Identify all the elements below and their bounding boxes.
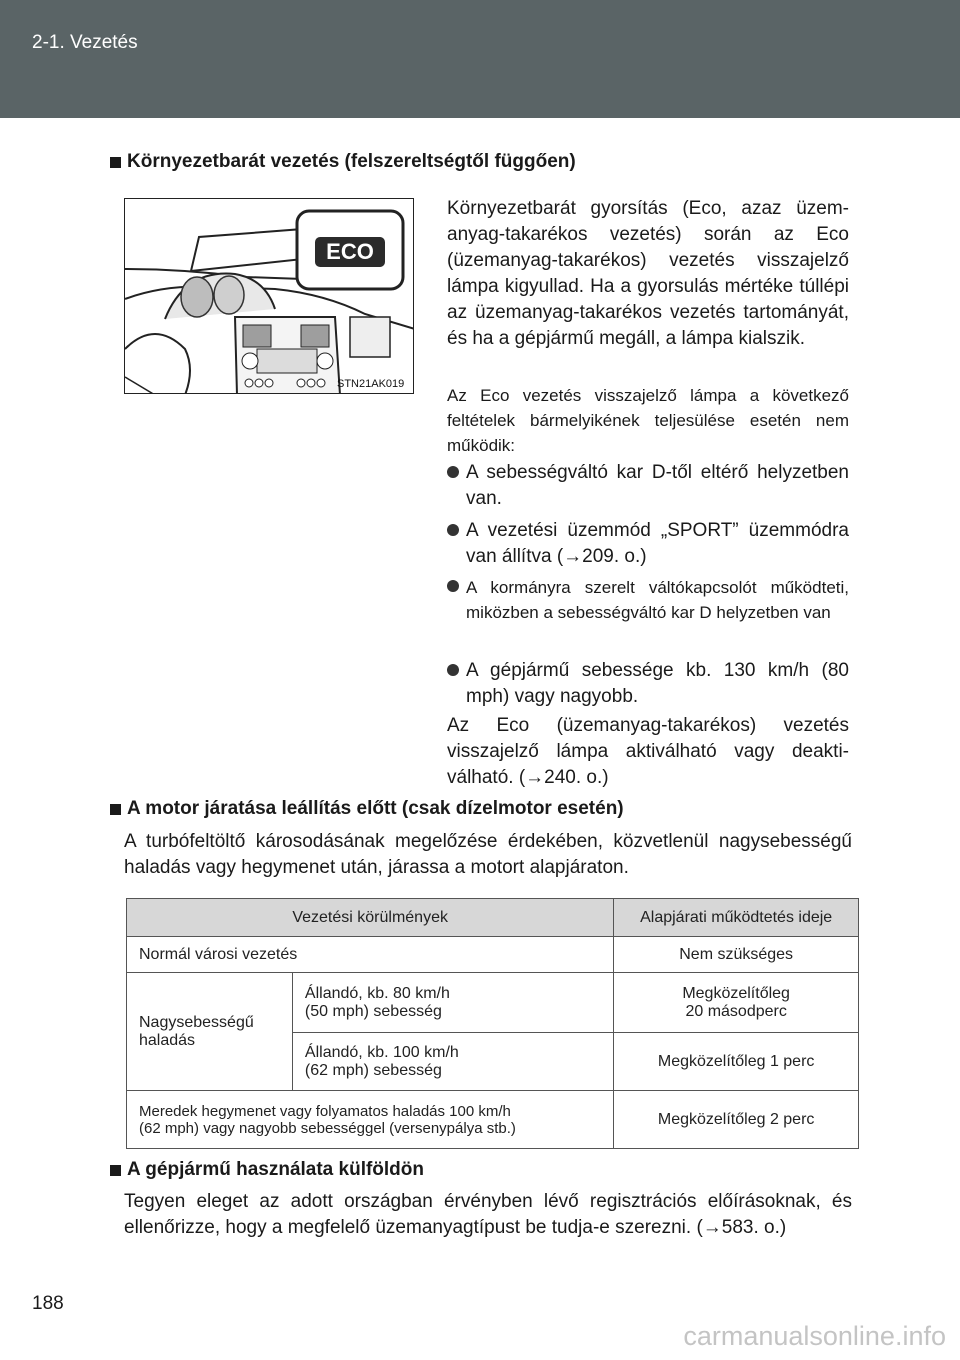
- table-cell: Meredek hegymenet vagy folyamatos haladás 100 km/h (62 mph) vagy nagyobb sebességgel (versenypálya stb.): [127, 1091, 614, 1149]
- section-heading-eco: [110, 150, 576, 174]
- section-heading-idle: [110, 797, 624, 821]
- figure-code: STN21AK019: [337, 378, 405, 390]
- watermark-logo: carmanualsonline.info: [683, 1321, 946, 1351]
- table-row: [127, 1091, 859, 1149]
- table-row: [127, 937, 859, 973]
- section-title-text: Környezetbarát vezetés (felszereltségtől függően): [127, 151, 576, 172]
- table-row: [127, 973, 859, 1033]
- section-heading-abroad: [110, 1158, 424, 1182]
- eco-badge-text: ECO: [326, 239, 374, 264]
- list-item: A gépjármű sebessége kb. 130 km/h (80 mph) vagy nagyobb.: [447, 658, 849, 710]
- table-header-row: [127, 899, 859, 937]
- square-bullet-icon: [110, 1165, 121, 1176]
- list-item: A kormányra szerelt váltókapcsolót működteti, miközben a sebességváltó kar D helyzetben van: [447, 575, 849, 625]
- table-cell: Normál városi vezetés: [127, 937, 614, 973]
- section-title-text: A motor járatása leállítás előtt (csak dízelmotor esetén): [127, 798, 624, 819]
- page-header: [0, 0, 960, 118]
- table-cell: Megközelítőleg 2 perc: [614, 1091, 859, 1149]
- eco-closing-paragraph: Az Eco (üzemanyag-takarékos) vezetés visszajelző lámpa aktiválható vagy deaktiválható. (→240. o.): [447, 715, 849, 788]
- eco-intro-paragraph: Környezetbarát gyorsítás (Eco, azaz üzemanyag-takarékos vezetés) során az Eco (üzemanyag-takarékos) vezetés visszajelző lámpa kigyullad. Ha a gyorsulás mértéke túllépi az üzemanyag-takarékos vezetés tartományát, és ha a gépjármű megáll, a lámpa kialszik.: [447, 198, 849, 349]
- table-cell: Megközelítőleg 1 perc: [614, 1033, 859, 1091]
- square-bullet-icon: [110, 157, 121, 168]
- table-cell: Nem szükséges: [614, 937, 859, 973]
- idle-body-paragraph: A turbófeltöltő károsodásának megelőzése érdekében, közvetlenül nagysebességű haladás vagy hegymenet után, járassa a motort alapjáraton.: [124, 831, 852, 878]
- abroad-body-paragraph: Tegyen eleget az adott országban érvényben lévő regisztrációs előírásoknak, és ellenőrizze, hogy a megfelelő üzemanyagtípust be tudja-e szerezni. (→583. o.): [124, 1191, 852, 1238]
- list-item: A sebességváltó kar D-től eltérő helyzetben van.: [447, 460, 849, 512]
- list-item: A vezetési üzemmód „SPORT” üzemmódra van állítva (→209. o.): [447, 518, 849, 570]
- table-cell: Állandó, kb. 80 km/h (50 mph) sebesség: [292, 973, 613, 1033]
- chapter-title: 2-1. Vezetés: [32, 32, 138, 53]
- bullet-dot-icon: [447, 524, 459, 536]
- idle-time-table: [126, 898, 859, 1149]
- eco-conditions-intro: Az Eco vezetés visszajelző lámpa a következő feltételek bármelyikének teljesülése esetén nem működik:: [447, 386, 849, 455]
- bullet-dot-icon: [447, 466, 459, 478]
- table-header: Vezetési körülmények: [127, 899, 614, 937]
- dashboard-eco-icon: [125, 199, 414, 394]
- table-cell-group-label: Nagysebességű haladás: [127, 973, 293, 1091]
- table-cell: Állandó, kb. 100 km/h (62 mph) sebesség: [292, 1033, 613, 1091]
- bullet-dot-icon: [447, 664, 459, 676]
- table-cell: Megközelítőleg 20 másodperc: [614, 973, 859, 1033]
- dashboard-illustration: [124, 198, 414, 394]
- bullet-dot-icon: [447, 580, 459, 592]
- section-title-text: A gépjármű használata külföldön: [127, 1159, 425, 1180]
- table-header: Alapjárati működtetés ideje: [614, 899, 859, 937]
- square-bullet-icon: [110, 804, 121, 815]
- page-number: 188: [32, 1293, 64, 1314]
